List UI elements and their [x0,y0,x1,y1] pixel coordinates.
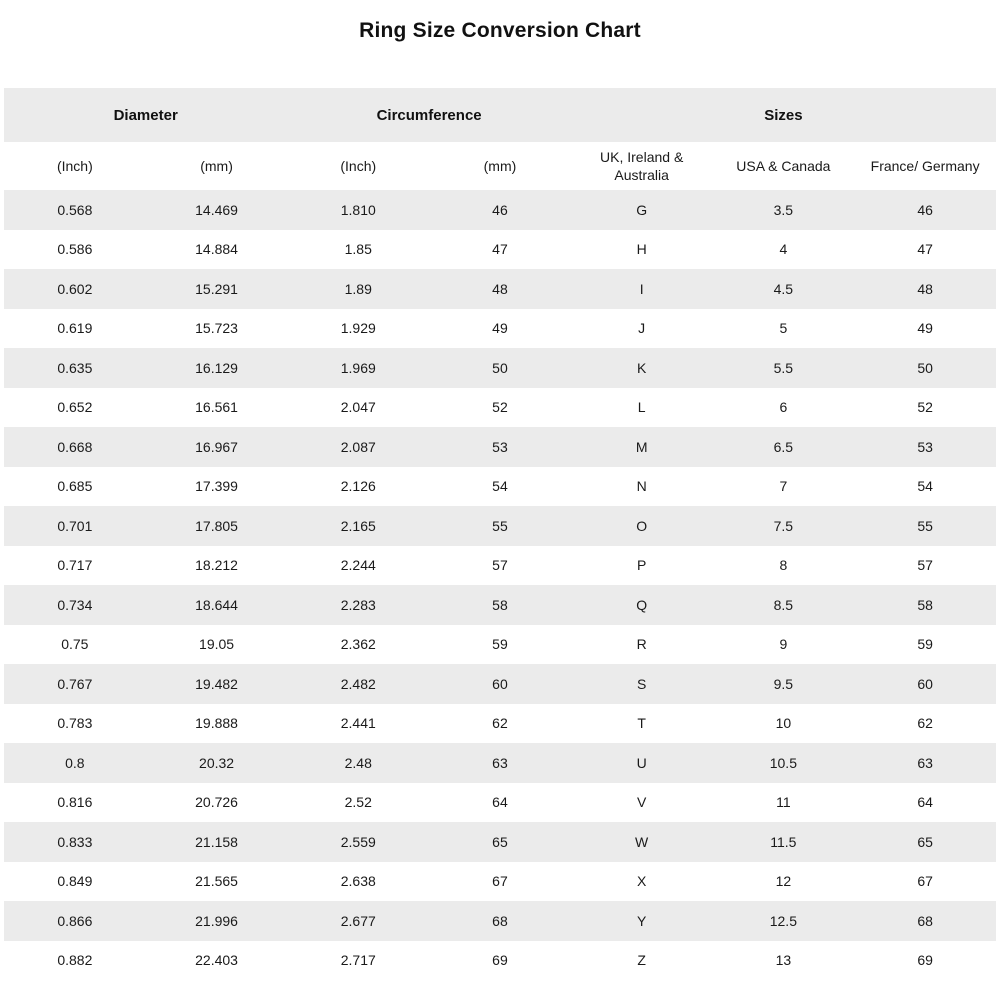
table-cell: 4.5 [713,269,855,309]
table-row [4,704,996,744]
table-cell: 0.866 [4,901,146,941]
group-header-circumference: Circumference [287,88,570,142]
table-row [4,427,996,467]
column-header-2: (Inch) [287,142,429,190]
table-row [4,625,996,665]
table-row [4,901,996,941]
table-row [4,783,996,823]
table-cell: 0.8 [4,743,146,783]
table-cell: 49 [854,309,996,349]
table-cell: 22.403 [146,941,288,981]
table-cell: 0.652 [4,388,146,428]
table-row [4,230,996,270]
table-cell: 19.888 [146,704,288,744]
table-cell: 2.48 [287,743,429,783]
table-cell: 0.685 [4,467,146,507]
table-cell: 2.087 [287,427,429,467]
table-cell: 57 [429,546,571,586]
table-cell: X [571,862,713,902]
table-cell: 48 [854,269,996,309]
table-cell: K [571,348,713,388]
table-cell: 64 [429,783,571,823]
table-cell: 11 [713,783,855,823]
table-cell: 2.362 [287,625,429,665]
column-header-row [4,142,996,190]
table-cell: 2.559 [287,822,429,862]
column-header-4: UK, Ireland & Australia [571,142,713,190]
column-header-6: France/ Germany [854,142,996,190]
table-row [4,585,996,625]
table-cell: 0.701 [4,506,146,546]
column-header-3: (mm) [429,142,571,190]
table-cell: 58 [429,585,571,625]
table-cell: 1.85 [287,230,429,270]
column-header-5: USA & Canada [713,142,855,190]
table-cell: 53 [854,427,996,467]
table-cell: 2.717 [287,941,429,981]
table-cell: 0.734 [4,585,146,625]
table-cell: 55 [429,506,571,546]
table-row [4,388,996,428]
table-cell: 12 [713,862,855,902]
table-cell: 13 [713,941,855,981]
ring-size-conversion-table [4,88,996,980]
table-cell: 1.969 [287,348,429,388]
table-cell: 21.565 [146,862,288,902]
table-cell: 16.129 [146,348,288,388]
table-cell: 2.047 [287,388,429,428]
page-title: Ring Size Conversion Chart [359,19,641,42]
table-cell: 62 [429,704,571,744]
table-cell: 2.441 [287,704,429,744]
table-cell: 16.967 [146,427,288,467]
table-cell: 0.882 [4,941,146,981]
table-cell: 60 [854,664,996,704]
table-cell: 69 [429,941,571,981]
table-body [4,190,996,980]
table-cell: 0.816 [4,783,146,823]
table-row [4,190,996,230]
table-cell: 53 [429,427,571,467]
table-row [4,546,996,586]
table-cell: 5.5 [713,348,855,388]
column-header-0: (Inch) [4,142,146,190]
table-cell: 17.399 [146,467,288,507]
table-cell: N [571,467,713,507]
table-cell: 0.833 [4,822,146,862]
table-cell: 0.619 [4,309,146,349]
group-header-diameter: Diameter [4,88,287,142]
table-cell: 63 [854,743,996,783]
table-cell: 6 [713,388,855,428]
table-cell: 57 [854,546,996,586]
table-cell: 55 [854,506,996,546]
table-row [4,941,996,981]
table-cell: Y [571,901,713,941]
table-cell: 59 [429,625,571,665]
table-row [4,862,996,902]
column-header-1: (mm) [146,142,288,190]
table-cell: M [571,427,713,467]
table-cell: V [571,783,713,823]
table-cell: Q [571,585,713,625]
table-cell: 9 [713,625,855,665]
table-cell: 5 [713,309,855,349]
table-cell: 4 [713,230,855,270]
table-cell: 10.5 [713,743,855,783]
table-row [4,348,996,388]
table-cell: 52 [854,388,996,428]
table-cell: 68 [854,901,996,941]
table-cell: 2.165 [287,506,429,546]
table-cell: 60 [429,664,571,704]
table-cell: 15.723 [146,309,288,349]
table-cell: 18.644 [146,585,288,625]
table-cell: 3.5 [713,190,855,230]
table-cell: 21.158 [146,822,288,862]
table-cell: 15.291 [146,269,288,309]
table-cell: 47 [854,230,996,270]
table-cell: 0.767 [4,664,146,704]
table-cell: 58 [854,585,996,625]
table-row [4,309,996,349]
table-cell: 7.5 [713,506,855,546]
group-header-sizes: Sizes [571,88,996,142]
table-cell: I [571,269,713,309]
table-cell: W [571,822,713,862]
table-cell: G [571,190,713,230]
table-row [4,467,996,507]
table-cell: 20.32 [146,743,288,783]
table-cell: 7 [713,467,855,507]
table-cell: 0.783 [4,704,146,744]
table-cell: T [571,704,713,744]
table-cell: 63 [429,743,571,783]
table-cell: 2.638 [287,862,429,902]
table-cell: 50 [854,348,996,388]
table-row [4,269,996,309]
table-cell: 49 [429,309,571,349]
table-cell: 68 [429,901,571,941]
table-cell: 20.726 [146,783,288,823]
table-cell: 0.568 [4,190,146,230]
table-cell: J [571,309,713,349]
table-cell: 19.05 [146,625,288,665]
table-cell: 1.929 [287,309,429,349]
table-cell: 14.469 [146,190,288,230]
table-cell: 1.89 [287,269,429,309]
table-cell: 64 [854,783,996,823]
table-row [4,743,996,783]
table-row [4,822,996,862]
table-cell: 6.5 [713,427,855,467]
table-cell: 2.482 [287,664,429,704]
table-cell: 16.561 [146,388,288,428]
table-cell: 0.602 [4,269,146,309]
table-head [4,88,996,190]
table-cell: 54 [429,467,571,507]
table-cell: H [571,230,713,270]
table-cell: 18.212 [146,546,288,586]
table-cell: 46 [854,190,996,230]
table-row [4,664,996,704]
table-cell: 2.126 [287,467,429,507]
table-cell: 0.668 [4,427,146,467]
table-cell: 0.849 [4,862,146,902]
table-cell: 65 [854,822,996,862]
table-cell: 2.283 [287,585,429,625]
table-cell: Z [571,941,713,981]
table-cell: 9.5 [713,664,855,704]
table-row [4,506,996,546]
table-cell: 65 [429,822,571,862]
table-cell: 50 [429,348,571,388]
table-cell: 17.805 [146,506,288,546]
table-cell: 0.717 [4,546,146,586]
table-cell: 46 [429,190,571,230]
table-cell: 8.5 [713,585,855,625]
group-header-row [4,88,996,142]
table-cell: 0.75 [4,625,146,665]
table-cell: S [571,664,713,704]
table-cell: 0.586 [4,230,146,270]
table-cell: 8 [713,546,855,586]
table-cell: 2.52 [287,783,429,823]
table-cell: 11.5 [713,822,855,862]
table-cell: 1.810 [287,190,429,230]
table-cell: 67 [854,862,996,902]
table-cell: 2.244 [287,546,429,586]
table-cell: 0.635 [4,348,146,388]
table-cell: 14.884 [146,230,288,270]
table-cell: 47 [429,230,571,270]
table-cell: 69 [854,941,996,981]
table-cell: 52 [429,388,571,428]
table-cell: R [571,625,713,665]
table-cell: 21.996 [146,901,288,941]
table-cell: 67 [429,862,571,902]
table-cell: 59 [854,625,996,665]
table-cell: L [571,388,713,428]
table-cell: 48 [429,269,571,309]
table-cell: P [571,546,713,586]
table-cell: 2.677 [287,901,429,941]
table-cell: 10 [713,704,855,744]
table-cell: 19.482 [146,664,288,704]
table-cell: U [571,743,713,783]
table-cell: 12.5 [713,901,855,941]
table-cell: 62 [854,704,996,744]
table-cell: 54 [854,467,996,507]
table-cell: O [571,506,713,546]
